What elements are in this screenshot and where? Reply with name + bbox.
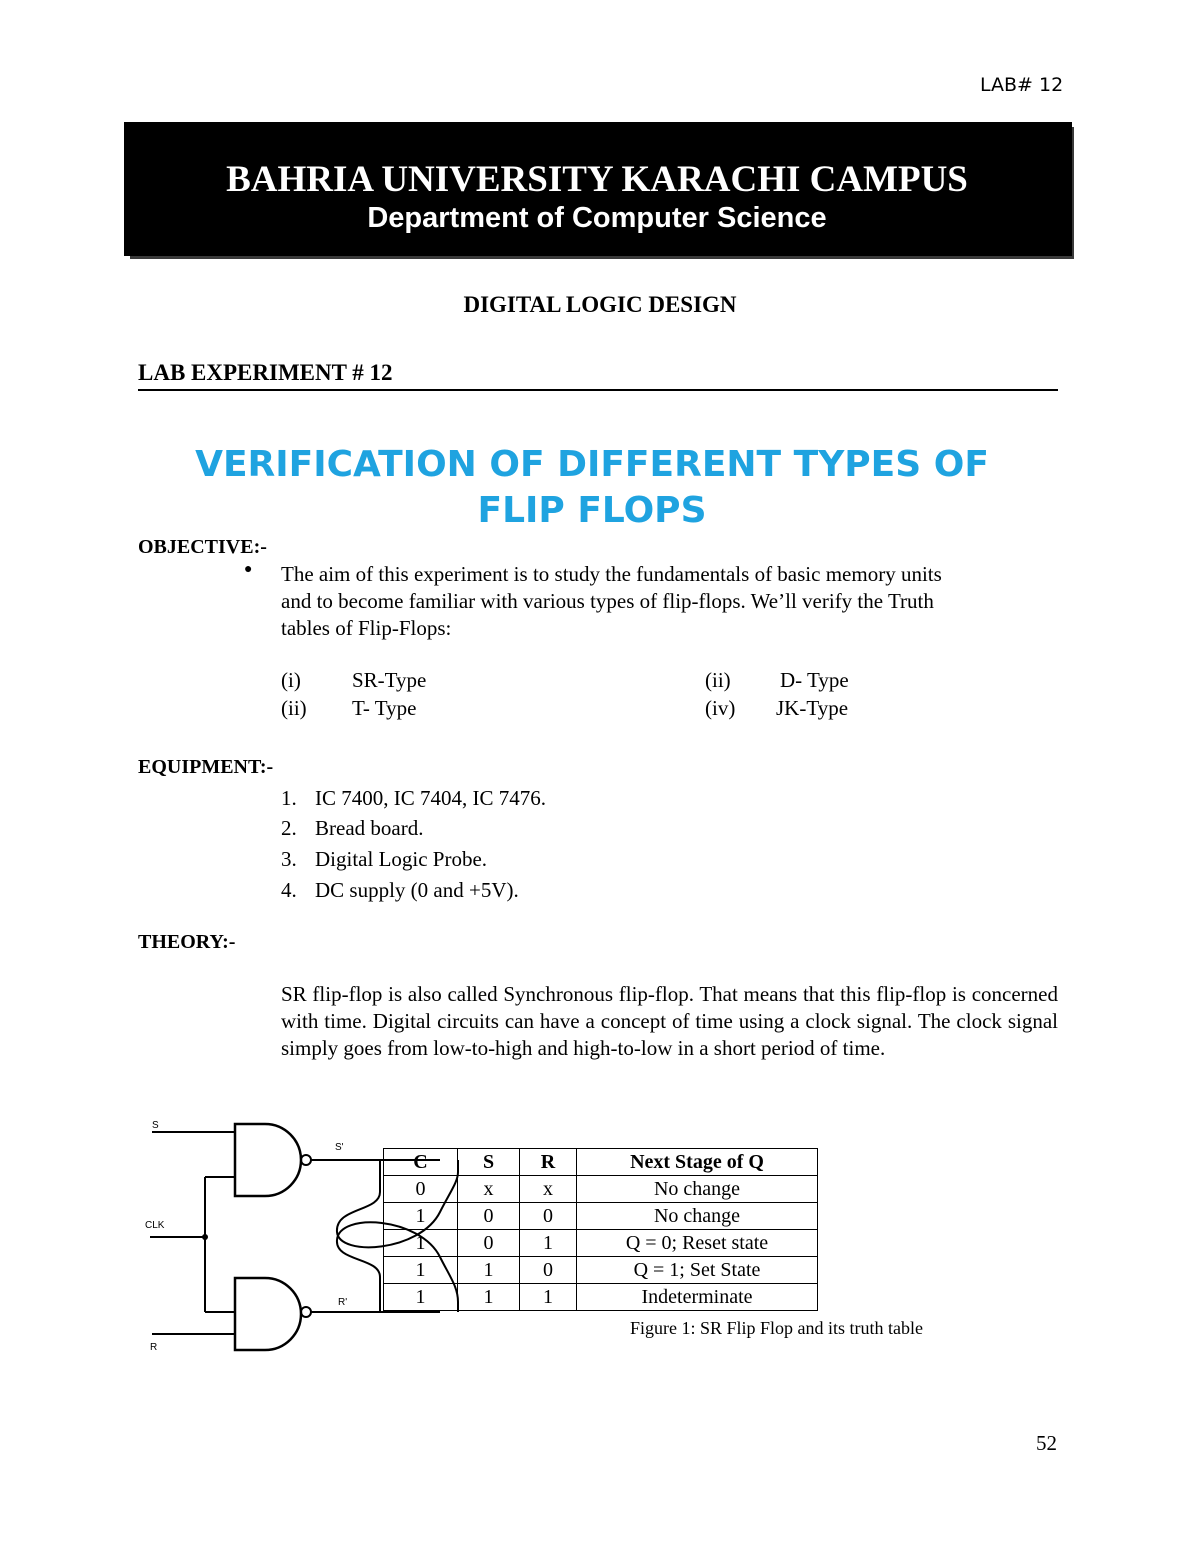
input-clk-label: CLK <box>145 1220 165 1231</box>
table-cell: x <box>520 1176 577 1203</box>
equipment-item: Digital Logic Probe. <box>315 847 488 871</box>
type-label: JK-Type <box>776 696 849 720</box>
r-prime-label: R' <box>338 1297 348 1308</box>
objective-text <box>281 561 1061 642</box>
title-line-2: FLIP FLOPS <box>477 490 707 531</box>
table-row <box>384 1257 818 1284</box>
table-cell: Indeterminate <box>577 1284 818 1311</box>
objective-line: and to become familiar with various types of flip-flops. We’ll verify the Truth <box>281 589 934 613</box>
type-num: (iv) <box>705 696 736 720</box>
junction-dot <box>202 1234 208 1240</box>
experiment-title <box>0 442 1184 534</box>
table-cell: 1 <box>384 1257 458 1284</box>
theory-heading: THEORY:- <box>138 931 236 953</box>
table-row <box>384 1230 818 1257</box>
equipment-num: 1. <box>281 786 297 810</box>
table-cell: Q = 0; Reset state <box>577 1230 818 1257</box>
table-header-row <box>384 1149 818 1176</box>
table-row <box>384 1176 818 1203</box>
equipment-item: Bread board. <box>315 816 424 840</box>
objective-line: tables of Flip-Flops: <box>281 616 452 640</box>
course-title: DIGITAL LOGIC DESIGN <box>463 292 737 317</box>
equipment-heading: EQUIPMENT:- <box>138 756 274 778</box>
equipment-item: DC supply (0 and +5V). <box>315 878 519 902</box>
lab-tag: LAB# 12 <box>980 74 1064 96</box>
truth-table <box>383 1148 818 1311</box>
page-number: 52 <box>1036 1431 1057 1455</box>
equipment-num: 2. <box>281 816 297 840</box>
table-cell: No change <box>577 1203 818 1230</box>
heading-rule <box>138 389 1058 391</box>
table-cell: 0 <box>520 1203 577 1230</box>
table-cell: 1 <box>520 1284 577 1311</box>
input-s-label: S <box>152 1120 159 1131</box>
type-label: D- Type <box>780 668 849 692</box>
header-cell: C <box>384 1149 458 1176</box>
university-name: BAHRIA UNIVERSITY KARACHI CAMPUS <box>226 159 968 200</box>
table-row <box>384 1203 818 1230</box>
equipment-num: 4. <box>281 878 297 902</box>
type-label: SR-Type <box>352 668 427 692</box>
table-cell: x <box>458 1176 520 1203</box>
table-cell: 0 <box>520 1257 577 1284</box>
input-r-label: R <box>150 1342 158 1352</box>
department-name: Department of Computer Science <box>367 202 827 234</box>
table-cell: 1 <box>384 1203 458 1230</box>
table-row <box>384 1284 818 1311</box>
type-num: (ii) <box>281 696 307 720</box>
type-label: T- Type <box>352 696 417 720</box>
theory-paragraph: SR flip-flop is also called Synchronous flip-flop. That means that this flip-flop is concerned with time. Digital circuits can have a concept of time using a clock signal. The clock signal simply goes from low-to-high and high-to-low in a short period of time. <box>281 982 1058 1060</box>
table-cell: Q = 1; Set State <box>577 1257 818 1284</box>
type-num: (ii) <box>705 668 731 692</box>
equipment-item: IC 7400, IC 7404, IC 7476. <box>315 786 546 810</box>
table-cell: 1 <box>384 1284 458 1311</box>
type-num: (i) <box>281 668 301 692</box>
s-prime-label: S' <box>335 1142 344 1153</box>
table-cell: 0 <box>458 1230 520 1257</box>
table-cell: 0 <box>458 1203 520 1230</box>
table-cell: 1 <box>458 1284 520 1311</box>
table-cell: 1 <box>384 1230 458 1257</box>
header-cell: Next Stage of Q <box>577 1149 818 1176</box>
lab-experiment-heading: LAB EXPERIMENT # 12 <box>138 360 393 385</box>
bullet-icon: ● <box>244 562 253 577</box>
table-cell: 1 <box>458 1257 520 1284</box>
figure-caption: Figure 1: SR Flip Flop and its truth table <box>630 1318 924 1338</box>
table-cell: 0 <box>384 1176 458 1203</box>
header-cell: S <box>458 1149 520 1176</box>
objective-heading: OBJECTIVE:- <box>138 536 267 558</box>
objective-line: The aim of this experiment is to study the fundamentals of basic memory units <box>281 562 942 586</box>
header-cell: R <box>520 1149 577 1176</box>
table-cell: No change <box>577 1176 818 1203</box>
equipment-num: 3. <box>281 847 297 871</box>
title-line-1: VERIFICATION OF DIFFERENT TYPES OF <box>195 444 989 485</box>
table-cell: 1 <box>520 1230 577 1257</box>
